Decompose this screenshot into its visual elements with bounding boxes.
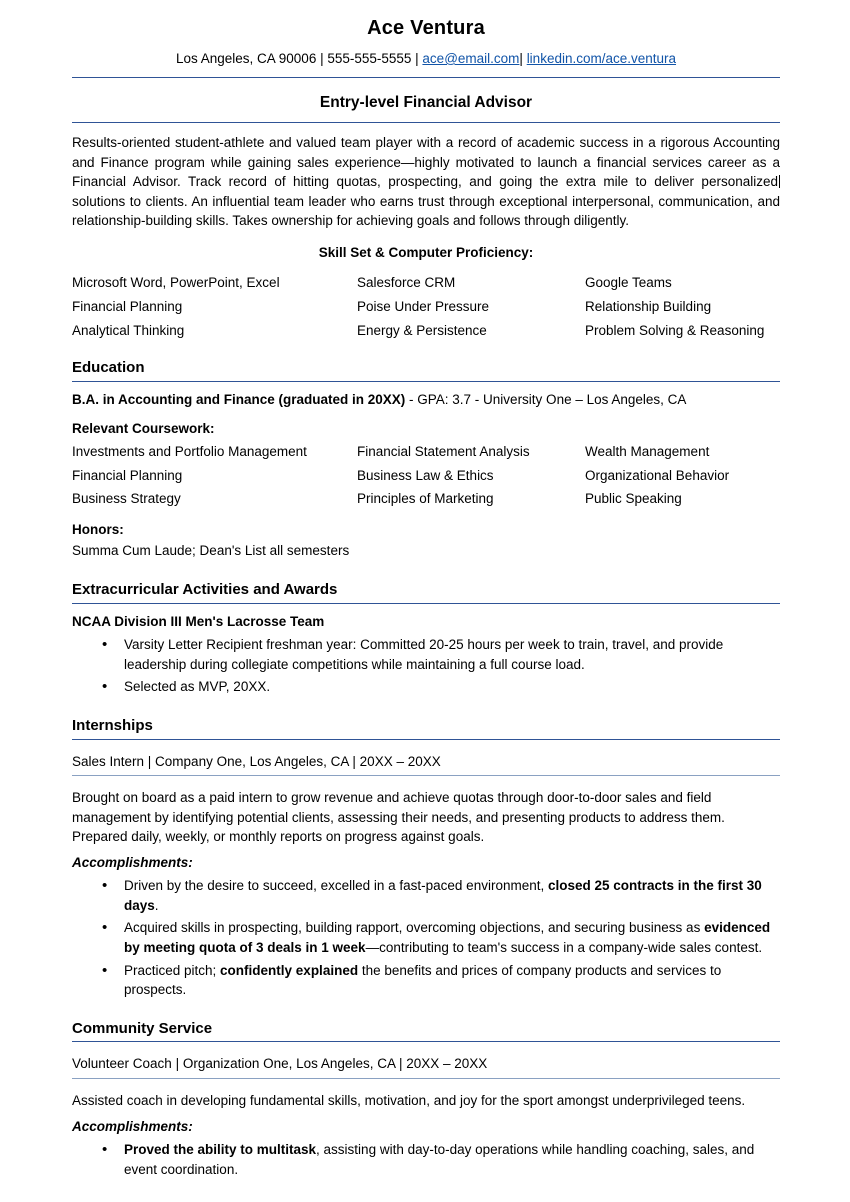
- skill-item: Problem Solving & Reasoning: [585, 322, 765, 338]
- coursework-item: Business Law & Ethics: [357, 467, 494, 483]
- contact-line: [72, 49, 780, 77]
- contact-separator: |: [519, 51, 527, 66]
- community-bullets: [72, 1140, 780, 1179]
- bullet-post: .: [154, 897, 159, 913]
- honors-label: Honors:: [72, 521, 124, 537]
- list-item: [102, 918, 780, 957]
- education-degree: [72, 390, 780, 410]
- skill-item: Analytical Thinking: [72, 322, 185, 338]
- extracurricular-bullets: [72, 635, 780, 697]
- bullet-bold: confidently explained: [220, 962, 359, 978]
- section-heading-education: Education: [72, 359, 145, 377]
- bullet-post: , assisting with day-to-day operations while handling coaching, sales, and event coordination.: [124, 1142, 755, 1177]
- coursework-item: Financial Planning: [72, 467, 183, 483]
- section-heading-community-service: Community Service: [72, 1019, 213, 1037]
- bullet-pre: Driven by the desire to succeed, excelled in a fast-paced environment,: [124, 878, 548, 894]
- list-item: [102, 876, 780, 915]
- skill-item: Energy & Persistence: [357, 322, 487, 338]
- coursework-item: Business Strategy: [72, 491, 181, 507]
- bullet-bold: closed 25 contracts in the first 30 days: [124, 878, 762, 913]
- coursework-item: Public Speaking: [585, 491, 682, 507]
- bullet-pre: Acquired skills in prospecting, building rapport, overcoming objections, and securing business as: [124, 920, 705, 936]
- page-title: Ace Ventura: [367, 17, 485, 39]
- extracurricular-divider: [72, 603, 780, 604]
- linkedin-link[interactable]: linkedin.com/ace.ventura: [526, 51, 677, 66]
- title-divider: [72, 122, 780, 123]
- extracurricular-org: NCAA Division III Men's Lacrosse Team: [72, 613, 325, 629]
- education-degree-bold: B.A. in Accounting and Finance (graduated in 20XX): [72, 391, 406, 407]
- coursework-item: Wealth Management: [585, 443, 710, 459]
- professional-summary: [72, 133, 780, 231]
- internships-divider: [72, 739, 780, 740]
- bullet-post: the benefits and prices of company products and services to prospects.: [124, 962, 722, 998]
- community-divider: [72, 1041, 780, 1042]
- honors-text: Summa Cum Laude; Dean's List all semesters: [72, 543, 350, 559]
- bullet-pre: Practiced pitch;: [124, 962, 221, 978]
- coursework-item: Principles of Marketing: [357, 491, 494, 507]
- coursework-item: Organizational Behavior: [585, 467, 730, 483]
- internship-job-line: Sales Intern | Company One, Los Angeles, CA | 20XX – 20XX: [72, 748, 780, 777]
- internship-bullets: [72, 876, 780, 999]
- summary-text-tail: solutions to clients. An influential team leader who earns trust through exceptional interpersonal, communication, and relationship-building skills. Takes ownership for achieving goals and follows through diligently.: [72, 193, 780, 229]
- text-cursor: [779, 175, 780, 188]
- community-description: Assisted coach in developing fundamental skills, motivation, and joy for the sport amongst underprivileged teens.: [72, 1093, 746, 1109]
- skill-item: Financial Planning: [72, 298, 183, 314]
- skills-grid: [72, 272, 780, 341]
- skill-item: Microsoft Word, PowerPoint, Excel: [72, 275, 280, 291]
- bullet-bold: Proved the ability to multitask: [124, 1142, 317, 1158]
- list-item: • Selected as MVP, 20XX.: [102, 677, 780, 697]
- coursework-label: Relevant Coursework:: [72, 421, 215, 437]
- section-heading-internships: Internships: [72, 716, 153, 734]
- skill-item: Salesforce CRM: [357, 275, 456, 291]
- education-degree-rest: - GPA: 3.7 - University One – Los Angeles, CA: [405, 391, 687, 407]
- community-job-line: Volunteer Coach | Organization One, Los Angeles, CA | 20XX – 20XX: [72, 1050, 780, 1079]
- list-item: [102, 961, 780, 1000]
- coursework-grid: [72, 441, 780, 510]
- skill-item: Relationship Building: [585, 298, 712, 314]
- internship-description: Brought on board as a paid intern to grow revenue and achieve quotas through door-to-door sales and field management by identifying potential clients, assessing their needs, and presenting products to address them. Prepared daily, weekly, or monthly reports on progress against goals.: [72, 790, 725, 845]
- skills-heading: Skill Set & Computer Proficiency:: [318, 244, 534, 260]
- contact-address-phone: Los Angeles, CA 90006 | 555-555-5555 |: [175, 51, 423, 66]
- education-divider: [72, 381, 780, 382]
- skill-item: Google Teams: [585, 275, 672, 291]
- coursework-item: Financial Statement Analysis: [357, 443, 530, 459]
- section-heading-extracurricular: Extracurricular Activities and Awards: [72, 580, 338, 598]
- list-item: [102, 1140, 780, 1179]
- bullet-bold: evidenced by meeting quota of 3 deals in 1 week: [124, 920, 771, 956]
- bullet-post: —contributing to team's success in a company-wide sales contest.: [365, 940, 763, 956]
- community-accomplishments-label: Accomplishments:: [72, 1118, 193, 1134]
- skill-item: Poise Under Pressure: [357, 298, 490, 314]
- coursework-item: Investments and Portfolio Management: [72, 443, 307, 459]
- summary-text: Results-oriented student-athlete and valued team player with a record of academic success in a rigorous Accounting and Finance program while gaining sales experience—highly motivated to launch a financial services career as a Financial Advisor. Track record of hitting quotas, prospecting, and going the extra mile to deliver personalized: [72, 135, 780, 190]
- internship-accomplishments-label: Accomplishments:: [72, 854, 193, 870]
- job-title: Entry-level Financial Advisor: [319, 93, 533, 111]
- email-link[interactable]: ace@email.com: [422, 51, 520, 66]
- list-item: • Varsity Letter Recipient freshman year: Committed 20-25 hours per week to train, travel, and provide leadership during collegiate competitions while maintaining a full course load.: [102, 635, 780, 674]
